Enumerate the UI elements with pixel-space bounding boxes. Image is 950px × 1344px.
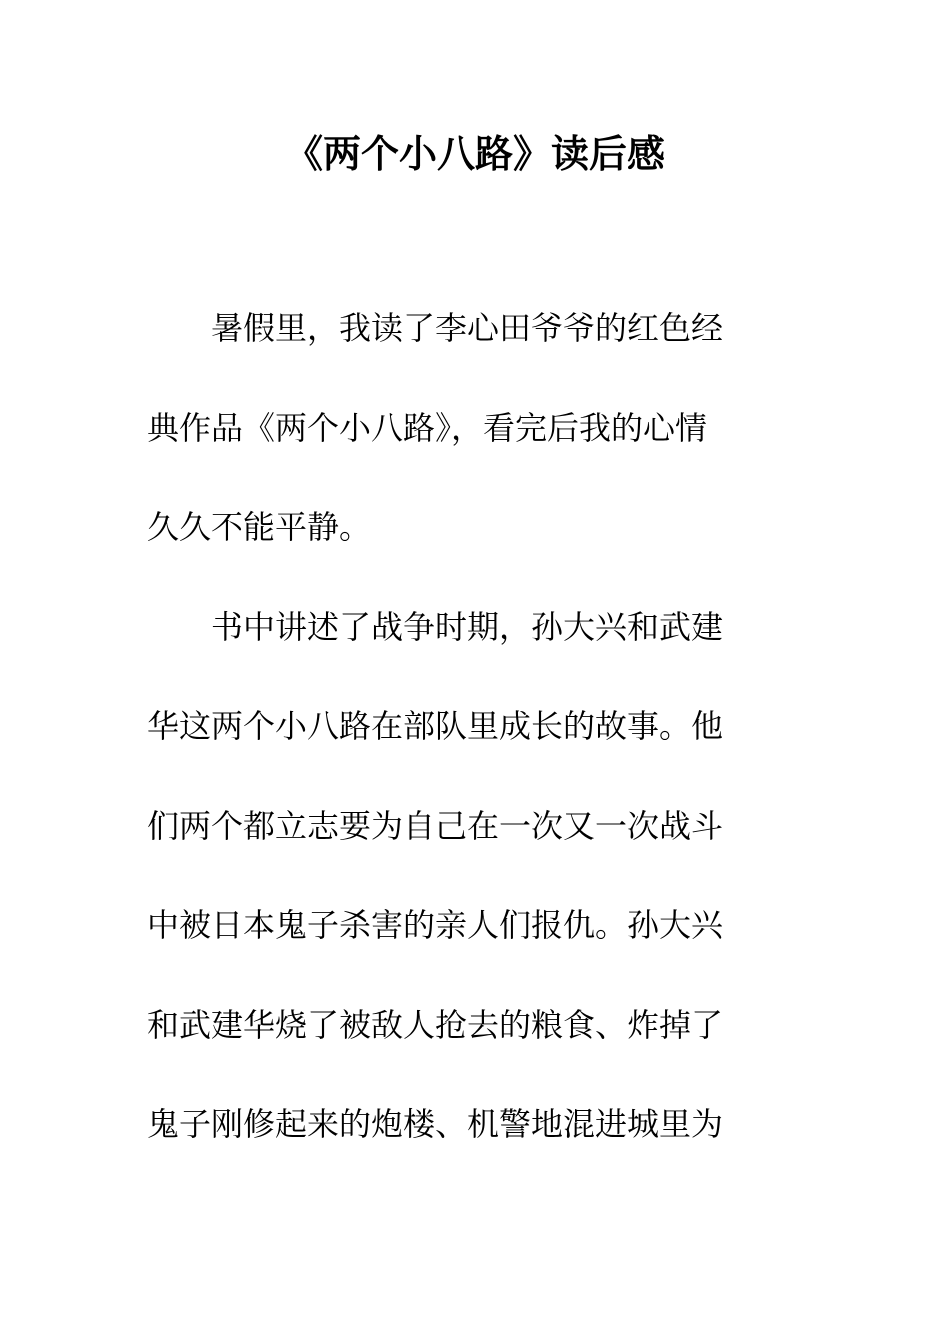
text-line: 中被日本鬼子杀害的亲人们报仇。孙大兴	[147, 906, 724, 944]
document-body	[147, 296, 787, 1192]
text-line: 书中讲述了战争时期，孙大兴和武建	[211, 607, 724, 646]
text-line: 和武建华烧了被敌人抢去的粮食、炸掉了	[147, 1005, 724, 1044]
text-line: 鬼子刚修起来的炮楼、机警地混进城里为	[147, 1105, 724, 1143]
text-line: 典作品《两个小八路》，看完后我的心情	[147, 408, 708, 447]
text-line: 华这两个小八路在部队里成长的故事。他	[147, 707, 724, 745]
text-line: 久久不能平静。	[147, 508, 372, 546]
document-title: 《两个小八路》读后感	[284, 131, 665, 176]
text-line: 们两个都立志要为自己在一次又一次战斗	[147, 806, 724, 845]
text-line: 暑假里，我读了李心田爷爷的红色经	[211, 309, 724, 347]
